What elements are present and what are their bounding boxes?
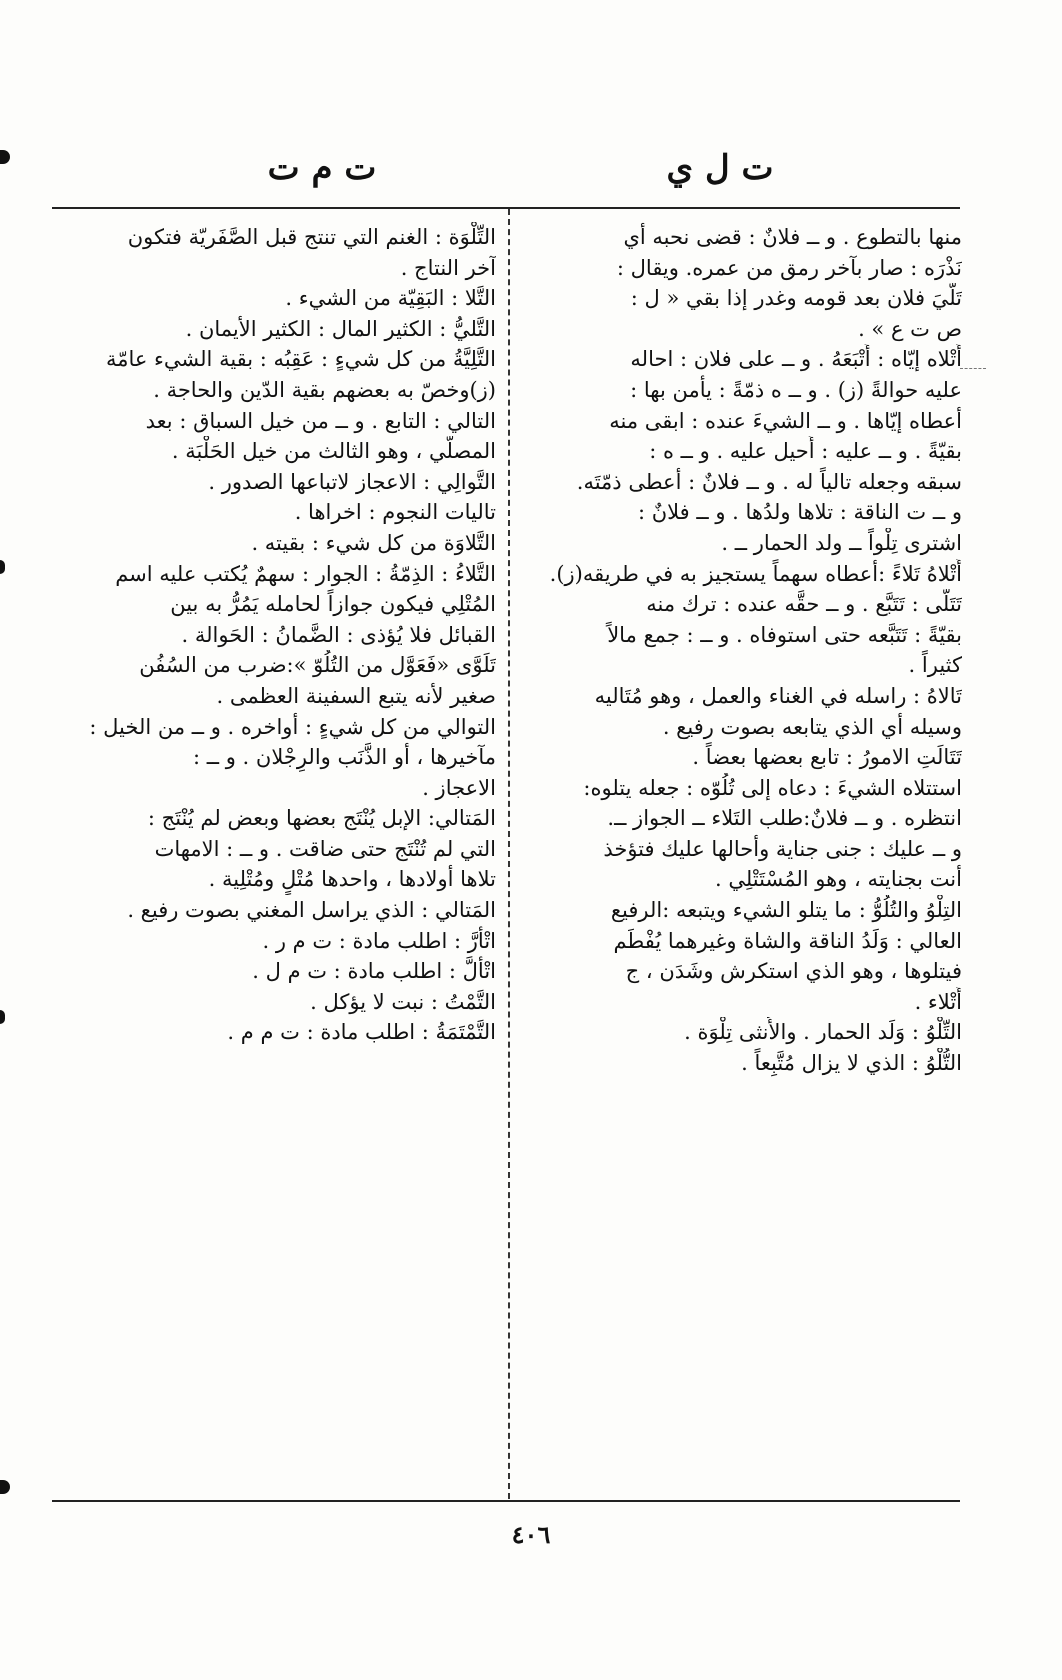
page-edge-mark xyxy=(0,150,10,164)
text-line: بقيّةً . و ــ عليه : أُحيل عليه . و ــ ه : xyxy=(649,439,962,464)
text-line: آخر النتاج . xyxy=(400,255,496,280)
text-line: التَّوالِي : الاعجاز لاتباعها الصدور . xyxy=(208,469,496,494)
text-line: التُّلْوُ : الذي لا يزال مُتَّبِعاً . xyxy=(741,1051,962,1076)
text-line: مآخيرها ، أو الذَّنَب والرِجْلان . و ــ : xyxy=(193,745,496,770)
text-line: اتْأَلَّ : اطلب مادة : ت م ل . xyxy=(252,959,496,984)
text-line: التي لم تُنْتَج حتى ضاقت . و ــ : الامهات xyxy=(154,836,496,861)
text-line: انتظره . و ــ فلانٌ:طلب التَلاء ــ الجواز ــ. xyxy=(607,806,962,831)
text-line: أَتْلاه إيّاه : أَتْبَعَهُ . و ــ على فلان : احاله xyxy=(630,347,962,372)
column-divider xyxy=(508,209,512,1499)
left-column xyxy=(56,222,496,1048)
header-rule xyxy=(52,207,960,209)
text-line: التَّلا : البَقِيّة من الشيء . xyxy=(285,286,496,311)
text-line: وسيله أي الذي يتابعه بصوت رفيع . xyxy=(662,714,962,739)
text-line: (ز)وخصّ به بعضهم بقية الدّين والحاجة . xyxy=(153,377,496,402)
text-line: المَتالي : الذي يراسل المغني بصوت رفيع . xyxy=(127,898,496,923)
page-edge-mark xyxy=(0,1010,5,1024)
text-line: ص ت ع » . xyxy=(858,316,962,341)
text-line: تَلَوَّى «فَعَوَّل من التُلُوّ »:ضرب من السُفُن xyxy=(139,653,496,678)
text-line: تَتَالَتِ الامورُ : تابع بعضها بعضاً . xyxy=(692,745,962,770)
text-line: التَّمْتُ : نبت لا يؤكل . xyxy=(310,989,496,1014)
text-line: و ــ ت الناقة : تلاها ولدُها . و ــ فلانٌ : xyxy=(637,500,962,525)
right-column xyxy=(522,222,962,1079)
text-line: المُتْلِي فيكون جوازاً لحامله يَمُرُّ به بين xyxy=(170,592,496,617)
text-line: القبائل فلا يُؤذى : الضَّمانُ : الحَوالة . xyxy=(181,622,496,647)
text-line: تَتَلّى : تَتَبَّع . و ــ حقَّه عنده : ترك منه xyxy=(646,592,962,617)
margin-dash xyxy=(960,368,986,369)
text-line: استتلاه الشيءَ : دعاه إلى تُلُوّه : جعله يتلوه: xyxy=(583,775,962,800)
page-edge-mark xyxy=(0,560,5,574)
text-line: أعطاه إيّاها . و ــ الشيءَ عنده : ابقى منه xyxy=(609,408,962,433)
text-line: فيتلوها ، وهو الذي استكرش وشَدَن ، ج xyxy=(625,959,962,984)
text-line: التَّلاءُ : الذِمّةُ : الجوار : سهمٌ يُكتب عليه اسم xyxy=(115,561,496,586)
text-line: نَذْرَه : صار بآخر رمق من عمره. ويقال : xyxy=(616,255,962,280)
text-line: التِّلْوُ : وَلَد الحمار . والأُنثى تِلْوَة . xyxy=(684,1020,962,1045)
text-line: التِلْوُ والتُلُوُّ : ما يتلو الشيء ويتبعه :الرفيع xyxy=(610,898,962,923)
footer-rule xyxy=(52,1500,960,1502)
text-line: التوالي من كل شيءٍ : أواخره . و ــ من الخيل : xyxy=(89,714,496,739)
page-edge-mark xyxy=(0,1480,10,1494)
text-line: تلاها أولادها ، واحدها مُتْلٍ ومُتْلِية . xyxy=(208,867,496,892)
text-line: تاليات النجوم : اخراها . xyxy=(294,500,496,525)
text-line: التَّمْتَمَةُ : اطلب مادة : ت م م . xyxy=(227,1020,496,1045)
text-line: سبقه وجعله تالياً له . و ــ فلانٌ : أعطى ذمّتَه. xyxy=(576,469,962,494)
running-header-left-root: ت م ت xyxy=(267,148,377,188)
text-line: التَّليُّ : الكثير المال : الكثير الأيمان . xyxy=(185,316,496,341)
text-line: أنت بجنايته ، وهو المُسْتَتْلِي . xyxy=(714,867,962,892)
page-number: ٤٠٦ xyxy=(511,1520,551,1549)
text-line: تَالاهُ : راسله في الغناء والعمل ، وهو مُتَاليه xyxy=(594,683,962,708)
text-line: التَّلِيَّةُ من كل شيءٍ : عَقِبُه : بقية الشيء عامّة xyxy=(105,347,496,372)
text-line: العالي : وَلَدُ الناقة والشاة وغيرهما يُفْطَم xyxy=(613,928,962,953)
text-line: أَتْلاء . xyxy=(914,989,962,1014)
text-line: كثيراً . xyxy=(908,653,962,678)
text-line: الاعجاز . xyxy=(422,775,496,800)
text-line: منها بالتطوع . و ــ فلانٌ : قضى نحبه أي xyxy=(623,225,962,249)
text-line: تَلّيَ فلان بعد قومه وغدر إذا بقي « ل : xyxy=(630,286,962,311)
text-line: و ــ عليك : جنى جناية وأحالها عليك فتؤخذ xyxy=(603,836,962,861)
running-header-right-root: ت ل ي xyxy=(666,148,774,188)
text-line: التَّلاوَة من كل شيء : بقيته . xyxy=(251,530,496,555)
text-line: أَتْلاهُ تَلاءً :أعطاه سهماً يستجيز به في طريقه(ز). xyxy=(549,561,962,586)
text-line: اتْأَرَّ : اطلب مادة : ت م ر . xyxy=(262,928,496,953)
text-line: صغير لأنه يتبع السفينة العظمى . xyxy=(216,683,496,708)
text-line: بقيّةً : تَتَبَّعه حتى استوفاه . و ــ : جمع مالاً xyxy=(607,622,962,647)
text-line: المصلّي ، وهو الثالث من خيل الحَلْبَة . xyxy=(171,439,496,464)
text-line: اشترى تِلْواً ــ ولد الحمار ــ . xyxy=(721,530,962,555)
text-line: عليه حوالةً (ز) . و ــ ه ذمّةً : يأمن بها : xyxy=(630,377,962,402)
text-line: التالي : التابع . و ــ من خيل السباق : بعد xyxy=(145,408,496,433)
text-line: التِّلْوَة : الغنم التي تنتج قبل الصَّفَريّة فتكون xyxy=(127,225,496,249)
text-line: المَتالي: الإبل يُنْتَج بعضها وبعض لم يُنْتَج : xyxy=(147,806,496,831)
